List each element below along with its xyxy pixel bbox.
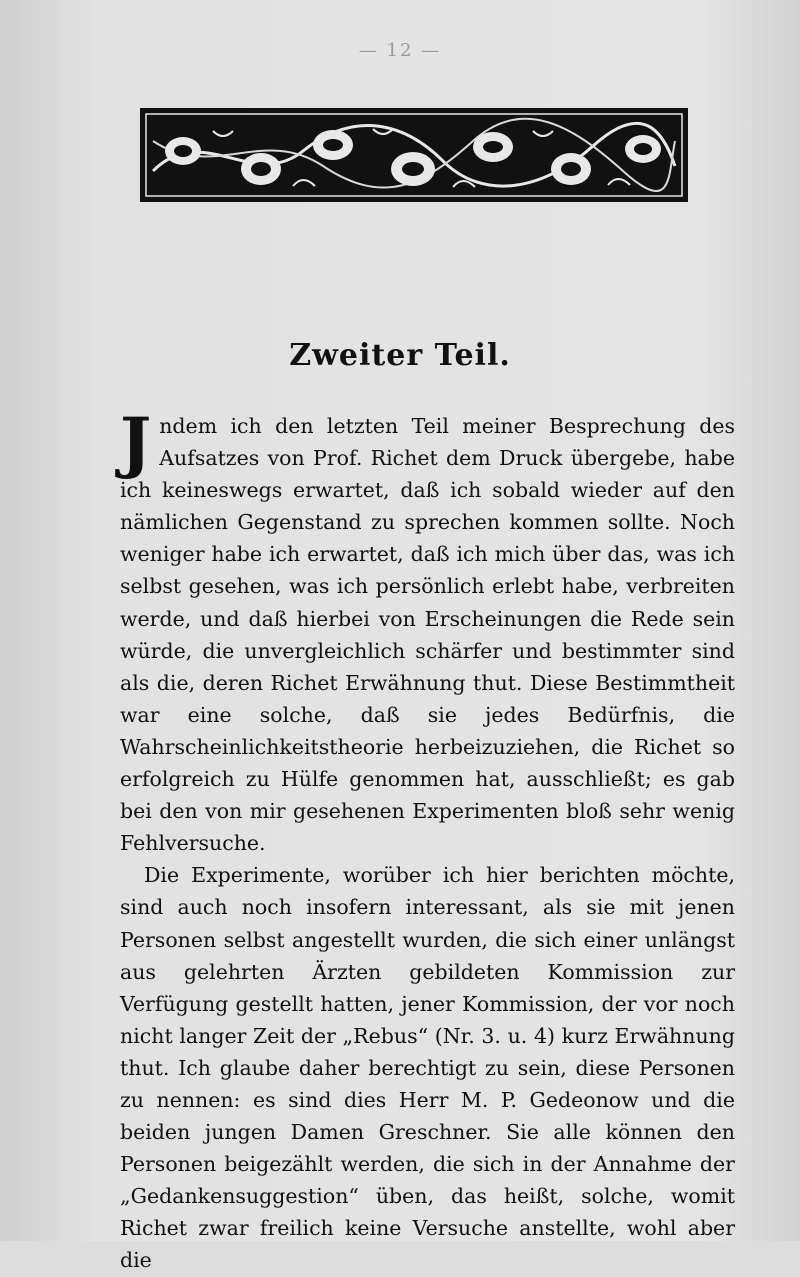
paragraph-2: Die Experimente, worüber ich hier berichten möchte, sind auch noch insofern interessant, als sie mit jenen Personen selbst angestellt wurden, die sich einer unlängst aus gelehrten Ärzten gebildeten Kommission zur Verfügung gestellt hatten, jener Kommission, der vor noch nicht langer Zeit der „Rebus“ (Nr. 3. u. 4) kurz Erwähnung thut. Ich glaube daher berechtigt zu sein, diese Personen zu nennen: es sind dies Herr M. P. Gedeonow und die beiden jungen Damen Greschner. Sie alle können den Personen beigezählt werden, die sich in der Annahme der „Gedankensuggestion“ üben, das heißt, solche, womit Richet zwar freilich keine Versuche anstellte, wohl aber die — [120, 863, 735, 1273]
ornament-svg — [143, 111, 685, 199]
paragraph-1 — [120, 403, 735, 859]
body-text — [120, 403, 735, 1277]
paragraph-1-text: ndem ich den letzten Teil meiner Besprechung des Aufsatzes von Prof. Richet dem Druck übergebe, habe ich keineswegs erwartet, daß ich sobald wieder auf den nämlichen Gegenstand zu sprechen kommen sollte. Noch weniger habe ich erwartet, daß ich mich über das, was ich selbst gesehen, was ich persönlich erlebt habe, verbreiten werde, und daß hierbei von Erscheinungen die Rede sein würde, die unvergleichlich schärfer und bestimmter sind als die, deren Richet Erwähnung thut. Diese Bestimmtheit war eine solche, daß sie jedes Bedürfnis, die Wahrscheinlichkeitstheorie herbeizuziehen, die Richet so erfolgreich zu Hülfe genommen hat, ausschließt; es gab bei den von mir gesehenen Experimenten bloß sehr wenig Fehlversuche. — [120, 414, 735, 856]
page-number: — 12 — — [358, 40, 442, 61]
section-heading: Zweiter Teil. — [289, 338, 511, 373]
floral-thistle-ornament-icon — [140, 108, 688, 202]
drop-cap: J — [120, 403, 152, 481]
